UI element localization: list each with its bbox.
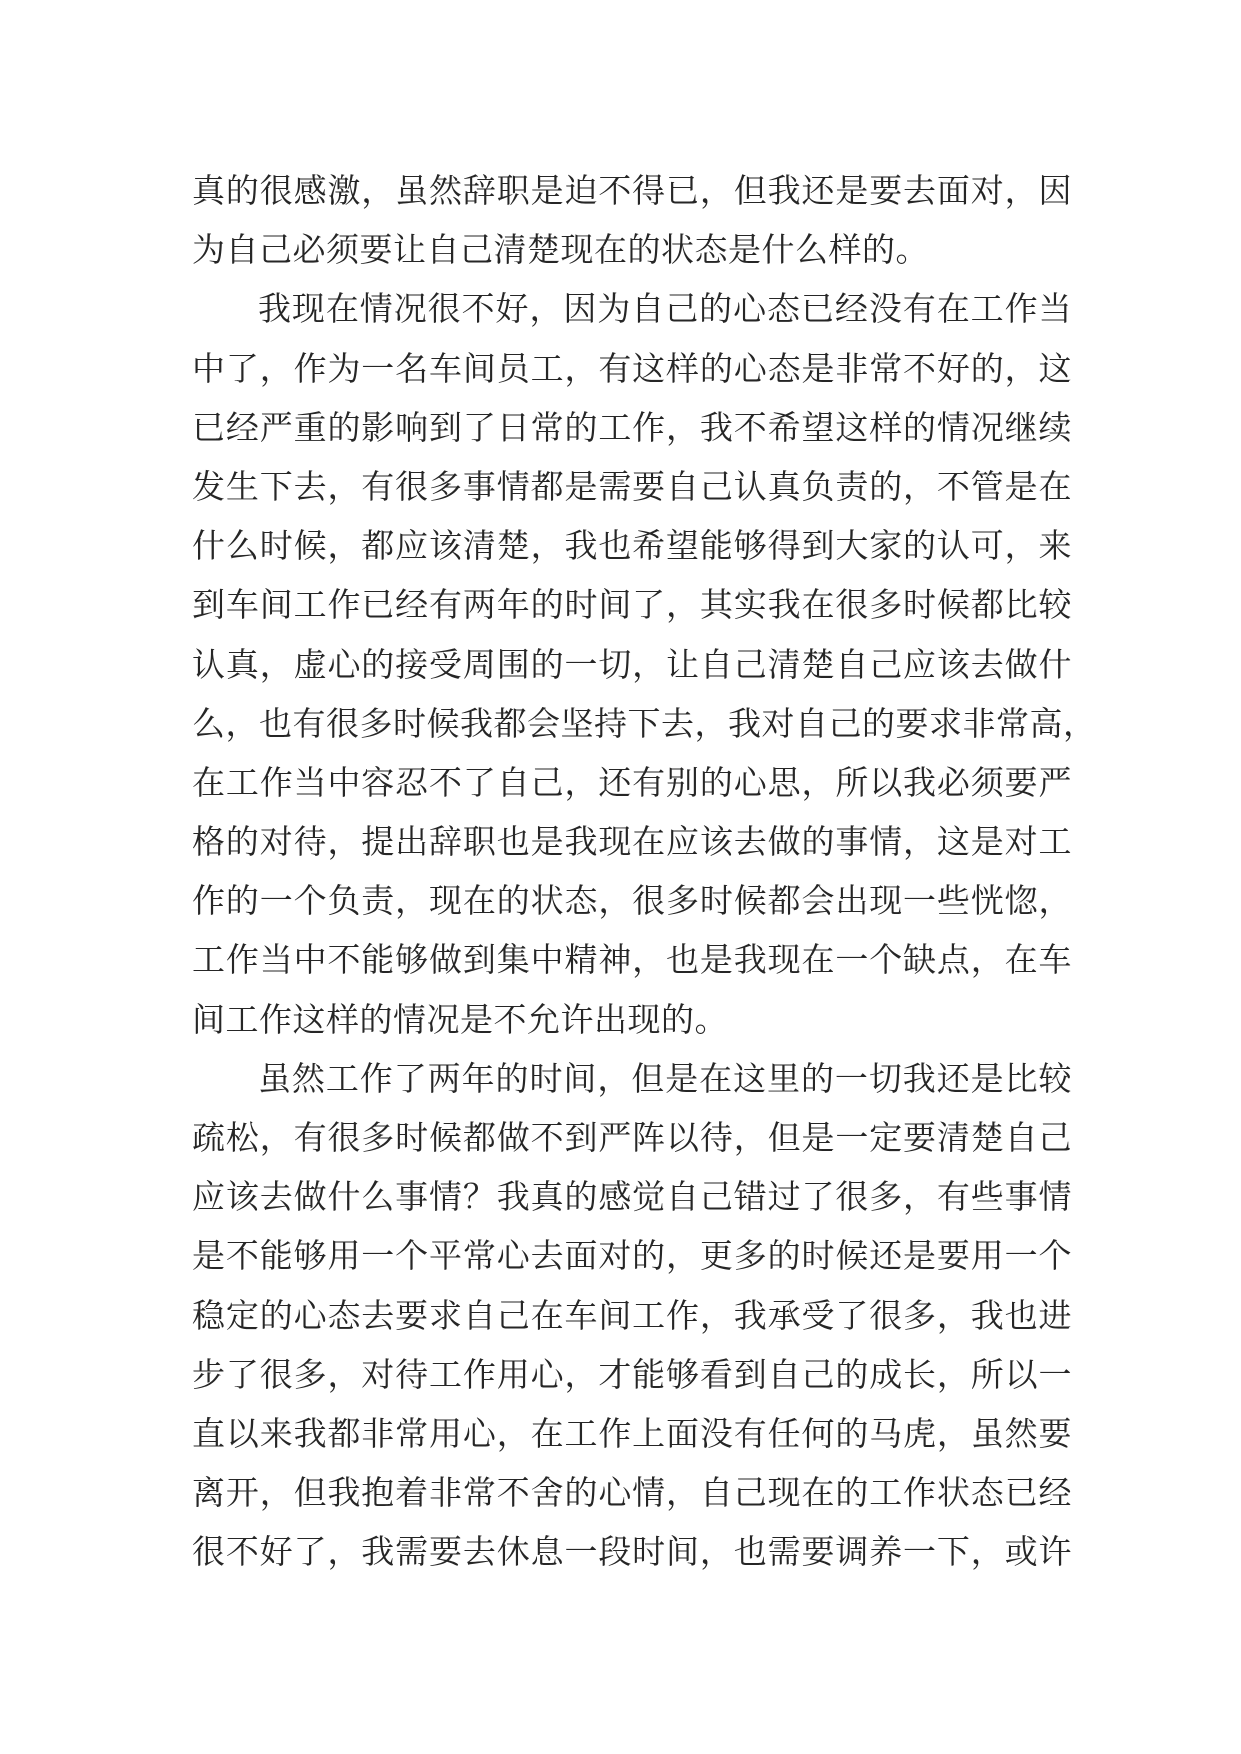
- text-line: 疏松，有很多时候都做不到严阵以待，但是一定要清楚自己: [192, 1118, 1072, 1157]
- text-line: 为自己必须要让自己清楚现在的状态是什么样的。: [192, 230, 929, 270]
- text-line: 已经严重的影响到了日常的工作，我不希望这样的情况继续: [192, 407, 1072, 447]
- text-line: 格的对待，提出辞职也是我现在应该去做的事情，这是对工: [192, 822, 1072, 862]
- text-line: 中了，作为一名车间员工，有这样的心态是非常不好的，这: [192, 348, 1072, 388]
- text-line: 么，也有很多时候我都会坚持下去，我对自己的要求非常高，: [192, 703, 1097, 743]
- text-line: 直以来我都非常用心，在工作上面没有任何的马虎，虽然要: [192, 1413, 1072, 1453]
- text-line: 稳定的心态去要求自己在车间工作，我承受了很多，我也进: [192, 1295, 1072, 1335]
- text-line: 发生下去，有很多事情都是需要自己认真负责的，不管是在: [192, 466, 1072, 506]
- text-line: 什么时候，都应该清楚，我也希望能够得到大家的认可，来: [192, 526, 1072, 566]
- text-line: 步了很多，对待工作用心，才能够看到自己的成长，所以一: [192, 1354, 1072, 1394]
- text-line: 在工作当中容忍不了自己，还有别的心思，所以我必须要严: [192, 762, 1072, 802]
- text-line: 是不能够用一个平常心去面对的，更多的时候还是要用一个: [192, 1236, 1072, 1276]
- text-line: 作的一个负责，现在的状态，很多时候都会出现一些恍惚，: [192, 881, 1072, 921]
- text-line: 虽然工作了两年的时间，但是在这里的一切我还是比较: [258, 1058, 1072, 1098]
- text-line: 很不好了，我需要去休息一段时间，也需要调养一下，或许: [192, 1532, 1072, 1572]
- text-line: 间工作这样的情况是不允许出现的。: [192, 999, 728, 1039]
- text-line: 真的很感激，虽然辞职是迫不得已，但我还是要去面对，因: [192, 171, 1072, 210]
- text-line: 离开，但我抱着非常不舍的心情，自己现在的工作状态已经: [192, 1473, 1072, 1513]
- document-body: [192, 161, 1097, 1582]
- text-line: 认真，虚心的接受周围的一切，让自己清楚自己应该去做什: [192, 644, 1072, 684]
- text-line: 我现在情况很不好，因为自己的心态已经没有在工作当: [258, 289, 1072, 329]
- text-line: 工作当中不能够做到集中精神，也是我现在一个缺点，在车: [192, 940, 1072, 980]
- text-line: 到车间工作已经有两年的时间了，其实我在很多时候都比较: [192, 585, 1072, 625]
- text-line: 应该去做什么事情？我真的感觉自己错过了很多，有些事情: [192, 1177, 1072, 1217]
